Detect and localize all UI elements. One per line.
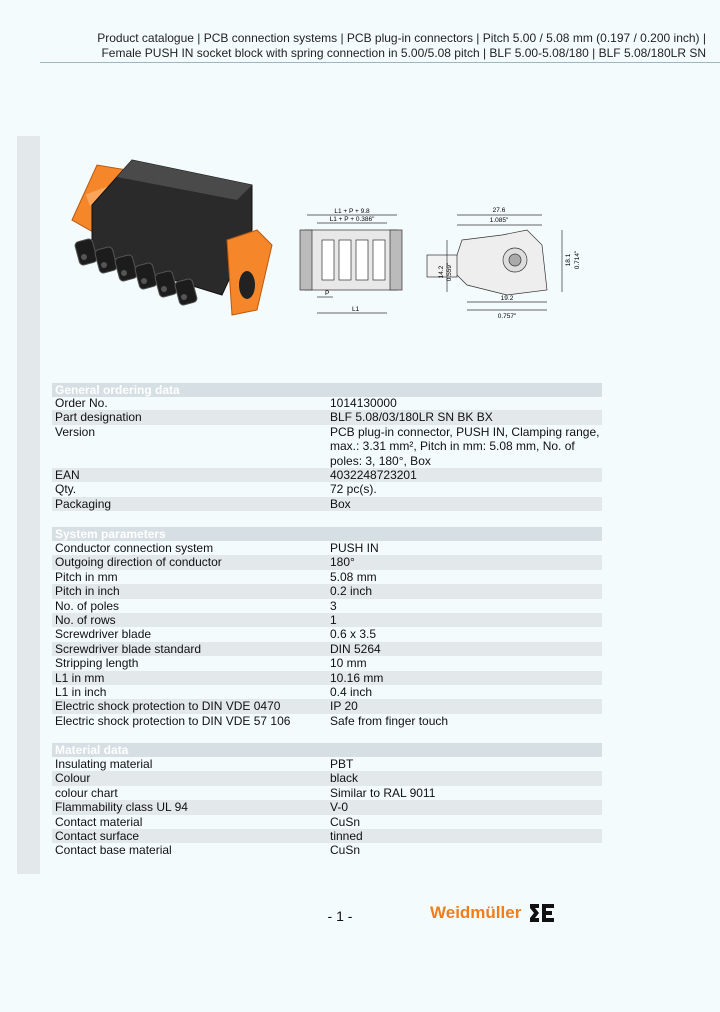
row-value: Box bbox=[330, 496, 351, 511]
row-value: 10.16 mm bbox=[330, 670, 384, 685]
row-value: IP 20 bbox=[330, 699, 358, 714]
table-row bbox=[52, 613, 602, 627]
table-row bbox=[52, 497, 602, 511]
row-label: Conductor connection system bbox=[55, 541, 214, 555]
row-label: Version bbox=[55, 424, 96, 439]
section-title-material: Material data bbox=[52, 743, 602, 757]
table-row bbox=[52, 425, 602, 468]
row-label: Part designation bbox=[55, 410, 142, 425]
brand-logo bbox=[430, 901, 557, 925]
row-value: 1014130000 bbox=[330, 396, 397, 410]
row-value: 0.6 x 3.5 bbox=[330, 627, 377, 642]
row-label: Electric shock protection to DIN VDE 0470 bbox=[55, 699, 281, 714]
row-value: 10 mm bbox=[330, 656, 367, 671]
row-label: Insulating material bbox=[55, 757, 153, 771]
dim-side-left1: 14.2 bbox=[438, 265, 445, 279]
row-value: tinned bbox=[330, 829, 363, 844]
table-row bbox=[52, 468, 602, 482]
row-value: Safe from finger touch bbox=[330, 713, 449, 728]
table-row bbox=[52, 410, 602, 424]
table-row bbox=[52, 843, 602, 857]
row-label: L1 in mm bbox=[55, 670, 105, 685]
table-row bbox=[52, 570, 602, 584]
material-table bbox=[52, 757, 602, 858]
dim-side-right2: 0.714" bbox=[574, 250, 581, 270]
dim-side-right1: 18.1 bbox=[565, 253, 572, 267]
row-label: Flammability class UL 94 bbox=[55, 800, 188, 815]
row-value: 72 pc(s). bbox=[330, 482, 377, 497]
side-view-drawing bbox=[407, 200, 607, 320]
row-value: DIN 5264 bbox=[330, 641, 381, 656]
dim-side-top2: 1.085" bbox=[489, 217, 509, 224]
table-row bbox=[52, 642, 602, 656]
row-label: Colour bbox=[55, 771, 91, 786]
row-label: Screwdriver blade bbox=[55, 627, 152, 642]
row-label: Stripping length bbox=[55, 656, 139, 671]
table-row bbox=[52, 396, 602, 410]
table-row bbox=[52, 815, 602, 829]
table-row bbox=[52, 786, 602, 800]
dim-side-top1: 27.6 bbox=[492, 207, 506, 214]
table-row bbox=[52, 800, 602, 814]
section-title-system: System parameters bbox=[52, 527, 602, 541]
row-value: 4032248723201 bbox=[330, 468, 417, 483]
row-value: Similar to RAL 9011 bbox=[330, 785, 436, 800]
row-label: Order No. bbox=[55, 396, 108, 410]
row-value: PCB plug-in connector, PUSH IN, Clamping range, max.: 3.31 mm², Pitch in mm: 5.08 mm, No. of poles: 3, 180°, Box bbox=[330, 424, 600, 468]
table-row bbox=[52, 699, 602, 713]
header-divider bbox=[40, 62, 720, 63]
side-bar bbox=[17, 136, 40, 874]
table-row bbox=[52, 656, 602, 670]
table-row bbox=[52, 584, 602, 598]
dim-front-top1: L1 + P + 9.8 bbox=[334, 208, 370, 215]
row-value: CuSn bbox=[330, 814, 361, 829]
row-value: 0.4 inch bbox=[330, 685, 373, 700]
row-label: Contact base material bbox=[55, 843, 172, 858]
row-value: PBT bbox=[330, 757, 354, 771]
table-row bbox=[52, 599, 602, 613]
row-value: black bbox=[330, 771, 359, 786]
row-label: No. of rows bbox=[55, 613, 116, 628]
row-label: Contact surface bbox=[55, 829, 140, 844]
page-number: - 1 - bbox=[327, 908, 353, 924]
table-row bbox=[52, 482, 602, 496]
row-value: 5.08 mm bbox=[330, 569, 377, 584]
table-row bbox=[52, 771, 602, 785]
header-breadcrumb: Product catalogue | PCB connection systems | PCB plug-in connectors | Pitch 5.00 / 5.08 mm (0.197 / 0.200 inch) | bbox=[97, 31, 706, 45]
row-label: Pitch in inch bbox=[55, 584, 120, 599]
table-row bbox=[52, 829, 602, 843]
logo-wordmark: Weidmüller bbox=[430, 903, 522, 922]
table-row bbox=[52, 757, 602, 771]
table-row bbox=[52, 627, 602, 641]
logo-mark-icon bbox=[527, 902, 557, 924]
row-value: 180° bbox=[330, 555, 355, 570]
dim-front-p: P bbox=[325, 290, 330, 297]
front-view-drawing bbox=[297, 205, 407, 325]
table-row bbox=[52, 714, 602, 728]
row-label: Qty. bbox=[55, 482, 77, 497]
row-label: L1 in inch bbox=[55, 685, 107, 700]
product-photo bbox=[52, 145, 282, 345]
dim-side-left2: 0.559" bbox=[446, 262, 453, 282]
dim-front-l1: L1 bbox=[352, 306, 360, 313]
page-header bbox=[40, 31, 706, 61]
table-row bbox=[52, 555, 602, 569]
table-row bbox=[52, 671, 602, 685]
row-label: Outgoing direction of conductor bbox=[55, 555, 222, 570]
row-value: PUSH IN bbox=[330, 541, 379, 555]
row-label: colour chart bbox=[55, 785, 118, 800]
table-row bbox=[52, 685, 602, 699]
product-figures bbox=[52, 145, 612, 345]
row-value: BLF 5.08/03/180LR SN BK BX bbox=[330, 410, 493, 425]
general-table bbox=[52, 396, 602, 511]
dim-side-bottom2: 0.757" bbox=[497, 313, 517, 320]
dim-front-top2: L1 + P + 0.386" bbox=[329, 216, 375, 223]
system-table bbox=[52, 541, 602, 728]
row-value: V-0 bbox=[330, 800, 349, 815]
table-row bbox=[52, 541, 602, 555]
header-product-line: Female PUSH IN socket block with spring connection in 5.00/5.08 pitch | BLF 5.00-5.08/180 | BLF 5.08/180LR SN bbox=[101, 46, 706, 60]
row-value: 1 bbox=[330, 613, 337, 628]
section-title-general: General ordering data bbox=[52, 383, 602, 397]
row-label: Electric shock protection to DIN VDE 57 106 bbox=[55, 713, 291, 728]
row-value: 0.2 inch bbox=[330, 584, 373, 599]
row-label: No. of poles bbox=[55, 598, 120, 613]
row-label: Pitch in mm bbox=[55, 569, 118, 584]
dim-side-bottom1: 19.2 bbox=[500, 295, 514, 302]
row-value: 3 bbox=[330, 598, 337, 613]
row-label: Screwdriver blade standard bbox=[55, 641, 202, 656]
row-label: Contact material bbox=[55, 814, 143, 829]
row-label: EAN bbox=[55, 468, 80, 483]
row-value: CuSn bbox=[330, 843, 361, 858]
row-label: Packaging bbox=[55, 496, 112, 511]
